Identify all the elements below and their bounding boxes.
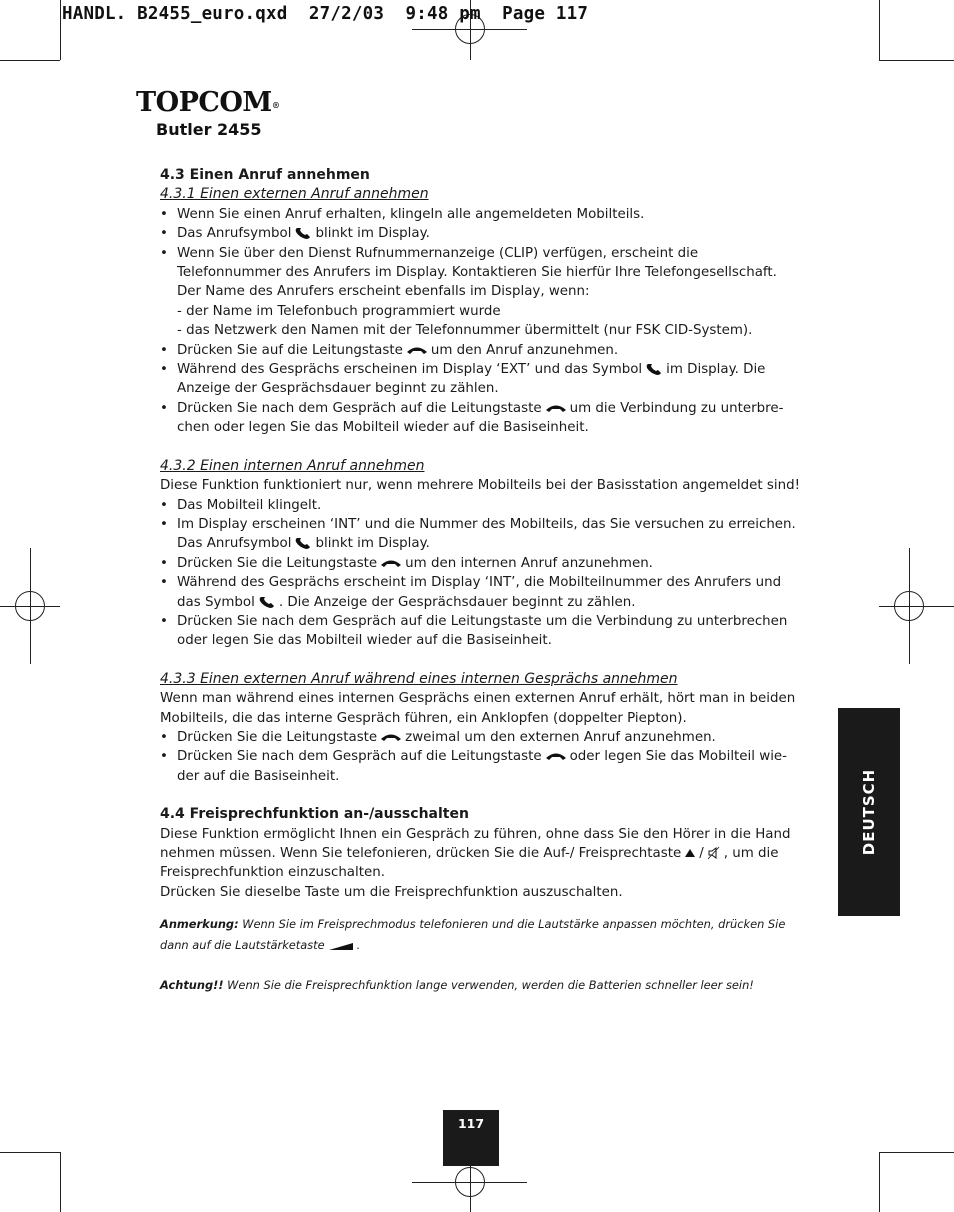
handset-icon bbox=[294, 536, 312, 550]
list-item: • Drücken Sie die Leitungstaste zweimal um den externen Anruf anzunehmen. bbox=[160, 728, 800, 747]
list-item: • Wenn Sie einen Anruf erhalten, klingeln alle angemeldeten Mobilteils. bbox=[160, 205, 800, 224]
section-title: 4.3 Einen Anruf annehmen bbox=[160, 167, 370, 183]
bullet-list bbox=[160, 728, 800, 786]
registration-mark bbox=[30, 548, 31, 664]
warning-label: Achtung!! bbox=[160, 978, 224, 993]
bullet-list bbox=[160, 205, 800, 438]
bullet-list bbox=[160, 496, 800, 651]
list-item: • Drücken Sie nach dem Gespräch auf die Leitungstaste um die Verbindung zu unterbrechen oder legen Sie das Mobilteil wieder auf die Basiseinheit. bbox=[160, 612, 800, 651]
crop-mark bbox=[879, 1152, 880, 1212]
crop-mark bbox=[879, 0, 880, 60]
speaker-icon bbox=[707, 846, 721, 860]
list-item: • Drücken Sie nach dem Gespräch auf die Leitungstaste oder legen Sie das Mobilteil wie- der auf die Basiseinheit. bbox=[160, 747, 800, 786]
registration-mark bbox=[879, 606, 954, 607]
registered-mark: ® bbox=[271, 100, 280, 110]
topcom-logo bbox=[136, 87, 280, 118]
crop-mark bbox=[0, 60, 60, 61]
subsection-title: 4.3.3 Einen externen Anruf während eines internen Gesprächs annehmen bbox=[160, 670, 678, 687]
paragraph: Diese Funktion funktioniert nur, wenn mehrere Mobilteils bei der Basisstation angemeldet sind! bbox=[160, 478, 800, 494]
list-item: • Das Mobilteil klingelt. bbox=[160, 496, 800, 515]
line-key-icon bbox=[406, 345, 428, 355]
section-title: 4.4 Freisprechfunktion an-/ausschalten bbox=[160, 806, 469, 823]
line-key-icon bbox=[380, 732, 402, 742]
list-item: • Wenn Sie über den Dienst Rufnummernanzeige (CLIP) verfügen, erscheint die Telefonnummer des Anrufers im Display. Kontaktieren Sie hierfür Ihre Telefongesellschaft. Der Name des Anrufers erscheint ebenfalls im Display, wenn: - der Name im Telefonbuch programmiert wurde - das Netzwerk den Namen mit der Telefonnummer übermittelt (nur FSK CID-System). bbox=[160, 244, 800, 341]
note-label: Anmerkung: bbox=[160, 917, 239, 932]
handset-icon bbox=[645, 362, 663, 376]
logo-text: TOPCOM bbox=[136, 87, 272, 118]
crop-mark bbox=[879, 60, 954, 61]
page-number: 117 bbox=[457, 1116, 485, 1131]
list-item: • Drücken Sie nach dem Gespräch auf die Leitungstaste um die Verbindung zu unterbre- chen oder legen Sie das Mobilteil wieder auf die Basiseinheit. bbox=[160, 399, 800, 438]
model-name: Butler 2455 bbox=[156, 120, 262, 139]
crop-mark bbox=[0, 1152, 60, 1153]
volume-wedge-icon bbox=[328, 941, 354, 951]
list-item: • Während des Gesprächs erscheint im Display ‘INT’, die Mobilteilnummer des Anrufers und das Symbol . Die Anzeige der Gesprächsdauer beginnt zu zählen. bbox=[160, 573, 800, 612]
line-key-icon bbox=[545, 751, 567, 761]
line-key-icon bbox=[545, 403, 567, 413]
note-paragraph: Anmerkung: Wenn Sie im Freisprechmodus telefonieren und die Lautstärke anpassen möchten, drücken Sie dann auf die Lautstärketaste . bbox=[160, 917, 786, 953]
list-item: • Drücken Sie auf die Leitungstaste um den Anruf anzunehmen. bbox=[160, 341, 800, 360]
handset-icon bbox=[258, 595, 276, 609]
registration-mark bbox=[909, 548, 910, 664]
line-key-icon bbox=[380, 558, 402, 568]
crop-mark bbox=[60, 0, 61, 60]
subsection-title: 4.3.2 Einen internen Anruf annehmen bbox=[160, 457, 425, 474]
print-slug: HANDL. B2455_euro.qxd 27/2/03 9:48 pm Page 117 bbox=[62, 4, 589, 24]
paragraph: Diese Funktion ermöglicht Ihnen ein Gespräch zu führen, ohne dass Sie den Hörer in die Hand nehmen müssen. Wenn Sie telefonieren, drücken Sie die Auf-/ Freisprechtaste / , um die Freisprechfunktion einzuschalten. Drücken Sie dieselbe Taste um die Freisprechfunktion auszuschalten. bbox=[160, 826, 791, 900]
main-content bbox=[160, 166, 800, 996]
language-tab-label: DEUTSCH bbox=[860, 768, 878, 856]
list-item: • Das Anrufsymbol blinkt im Display. bbox=[160, 224, 800, 243]
crop-mark bbox=[60, 1152, 61, 1212]
handset-icon bbox=[294, 226, 312, 240]
list-item: • Drücken Sie die Leitungstaste um den internen Anruf anzunehmen. bbox=[160, 554, 800, 573]
subsection-title: 4.3.1 Einen externen Anruf annehmen bbox=[160, 186, 429, 203]
up-triangle-icon bbox=[684, 848, 696, 858]
warning-paragraph: Achtung!! Wenn Sie die Freisprechfunktion lange verwenden, werden die Batterien schneller leer sein! bbox=[160, 978, 754, 993]
list-item: • Während des Gesprächs erscheinen im Display ‘EXT’ und das Symbol im Display. Die Anzeige der Gesprächsdauer beginnt zu zählen. bbox=[160, 360, 800, 399]
list-item: • Im Display erscheinen ‘INT’ und die Nummer des Mobilteils, das Sie versuchen zu erreichen. Das Anrufsymbol blinkt im Display. bbox=[160, 515, 800, 554]
crop-mark bbox=[879, 1152, 954, 1153]
paragraph: Wenn man während eines internen Gesprächs einen externen Anruf erhält, hört man in beiden Mobilteils, die das interne Gespräch führen, ein Anklopfen (doppelter Piepton). bbox=[160, 691, 796, 726]
